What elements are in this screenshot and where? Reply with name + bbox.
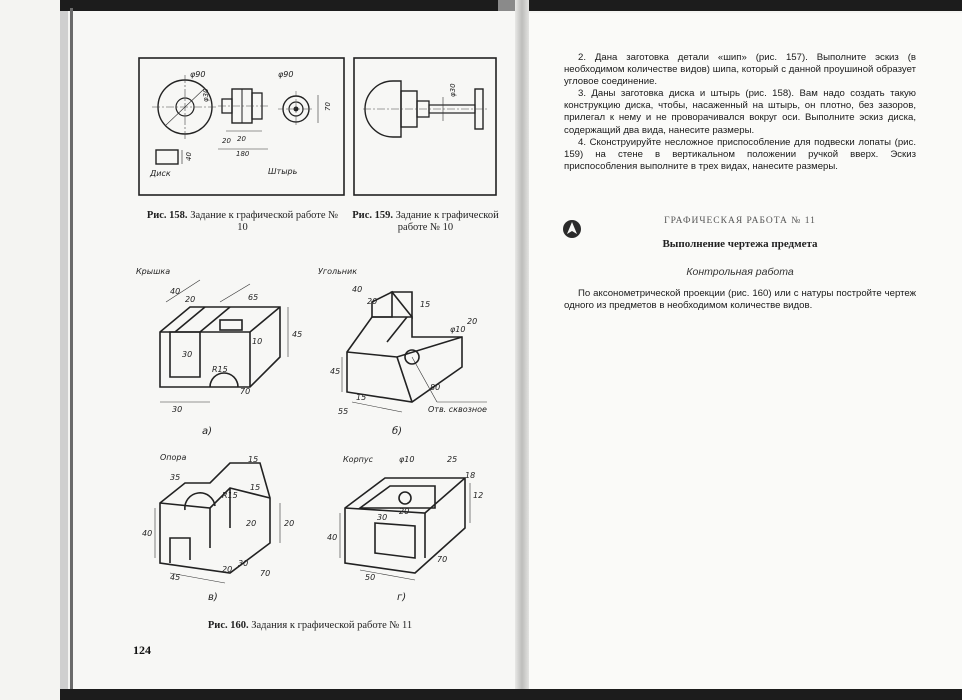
page-number: 124 xyxy=(133,643,151,657)
caption-160-text: Задания к графической работе № 11 xyxy=(251,620,413,631)
control-work-text xyxy=(564,288,916,312)
label-d90a: φ90 xyxy=(190,70,206,79)
c-dim-5: 40 xyxy=(142,529,153,538)
c-dim-0: 35 xyxy=(170,473,181,482)
c-dim-10: 70 xyxy=(260,569,271,578)
label-d20: 20 xyxy=(222,137,231,145)
caption-159 xyxy=(348,210,503,234)
a-dim-0: 40 xyxy=(170,287,181,296)
caption-158 xyxy=(145,210,340,234)
right-page-tasks xyxy=(564,52,916,173)
control-work-paragraph: По аксонометрической проекции (рис. 160) или с натуры постройте чертеж одного из предметов в необходимом количестве видов. xyxy=(564,288,916,312)
a-dim-4: 30 xyxy=(182,350,193,359)
label-disk: Диск xyxy=(150,169,171,178)
a-letter: а) xyxy=(202,426,213,437)
b-letter: б) xyxy=(392,426,403,437)
d-dim-8: 70 xyxy=(437,555,448,564)
label-d30: φ30 xyxy=(202,88,210,102)
c-dim-1: 15 xyxy=(248,455,259,464)
label-159-d30: φ30 xyxy=(449,83,457,97)
a-dim-7: 70 xyxy=(240,387,251,396)
task-paragraph-3: 3. Даны заготовка диска и штырь (рис. 158). Вам надо создать такую конструкцию диска, чтобы, насаженный на штырь, он плотно, без зазоров, прилегал к нему и не проворачивался вокруг оси. Выполните эскиз диска, содержащий два вида, нанесите размеры. xyxy=(564,88,916,136)
c-dim-6: 20 xyxy=(284,519,295,528)
a-dim-2: 65 xyxy=(248,293,259,302)
b-dim-8: 80 xyxy=(430,383,441,392)
task-paragraph-4: 4. Сконструируйте несложное приспособление для подвески лопаты (рис. 159) на стене в вертикальном положении ручкой вверх. Эскиз приспособления выполните в трех видах, нанесите размеры. xyxy=(564,136,916,172)
b-dim-2: 15 xyxy=(420,300,431,309)
figure-160-d xyxy=(315,448,495,608)
b-dim-0: 40 xyxy=(352,285,363,294)
b-dim-1: 20 xyxy=(367,297,378,306)
c-dim-7: 45 xyxy=(170,573,181,582)
scan-bottom-border xyxy=(60,689,962,700)
b-dim-6: 15 xyxy=(356,393,367,402)
page-edge-shadow xyxy=(60,0,68,700)
d-dim-1: 25 xyxy=(447,455,458,464)
figure-159 xyxy=(353,57,497,197)
caption-160-num: Рис. 160. xyxy=(207,620,249,631)
d-dim-7: 50 xyxy=(365,573,376,582)
book-gutter xyxy=(515,0,529,700)
b-dim-3: φ10 xyxy=(450,325,466,334)
a-dim-8: 30 xyxy=(172,405,183,414)
label-d40: 40 xyxy=(185,152,193,161)
label-d20b: 20 xyxy=(237,135,246,143)
label-d90b: φ90 xyxy=(278,70,294,79)
caption-160 xyxy=(180,620,440,632)
b-dim-9: Отв. сквозное xyxy=(428,405,487,414)
d-dim-4: 30 xyxy=(377,513,388,522)
d-dim-5: 20 xyxy=(399,507,410,516)
caption-158-text: Задание к графической работе № 10 xyxy=(190,210,339,233)
d-letter: г) xyxy=(397,592,407,603)
section-subtitle: Выполнение чертежа предмета xyxy=(662,238,818,250)
a-dim-1: 20 xyxy=(185,295,196,304)
d-dim-3: 12 xyxy=(473,491,484,500)
c-dim-8: 20 xyxy=(222,565,233,574)
section-badge-icon xyxy=(562,218,582,240)
caption-159-text: Задание к графической работе № 10 xyxy=(395,210,499,233)
task-paragraph-2: 2. Дана заготовка детали «шип» (рис. 157). Выполните эскиз (в необходимом количестве видов) шипа, который с данной проушиной образует угловое соединение. xyxy=(564,52,916,88)
label-d180: 180 xyxy=(236,150,250,158)
caption-158-num: Рис. 158. xyxy=(146,210,188,221)
b-dim-5: 45 xyxy=(330,367,341,376)
c-letter: в) xyxy=(208,592,218,603)
c-dim-9: 30 xyxy=(238,559,249,568)
label-d70: 70 xyxy=(324,102,332,111)
a-dim-3: 45 xyxy=(292,330,303,339)
caption-159-num: Рис. 159. xyxy=(352,210,393,221)
a-dim-5: 10 xyxy=(252,337,263,346)
c-dim-3: 15 xyxy=(250,483,261,492)
d-title: Корпус xyxy=(343,455,374,464)
label-pin: Штырь xyxy=(268,167,298,176)
d-dim-6: 40 xyxy=(327,533,338,542)
c-title: Опора xyxy=(160,453,187,462)
section-title: ГРАФИЧЕСКАЯ РАБОТА № 11 xyxy=(664,216,816,226)
c-dim-2: R15 xyxy=(222,491,238,500)
b-title: Угольник xyxy=(318,267,358,276)
c-dim-4: 20 xyxy=(246,519,257,528)
figure-158 xyxy=(138,57,345,197)
b-dim-7: 55 xyxy=(338,407,349,416)
d-dim-2: 18 xyxy=(465,471,476,480)
left-page-edge xyxy=(70,8,73,698)
work-title: Контрольная работа xyxy=(686,266,794,278)
figure-160-a xyxy=(130,262,310,442)
figure-160-b xyxy=(312,262,497,442)
b-dim-4: 20 xyxy=(467,317,478,326)
a-title: Крышка xyxy=(136,267,171,276)
a-dim-6: R15 xyxy=(212,365,228,374)
d-dim-0: φ10 xyxy=(399,455,415,464)
figure-160-c xyxy=(130,448,310,608)
